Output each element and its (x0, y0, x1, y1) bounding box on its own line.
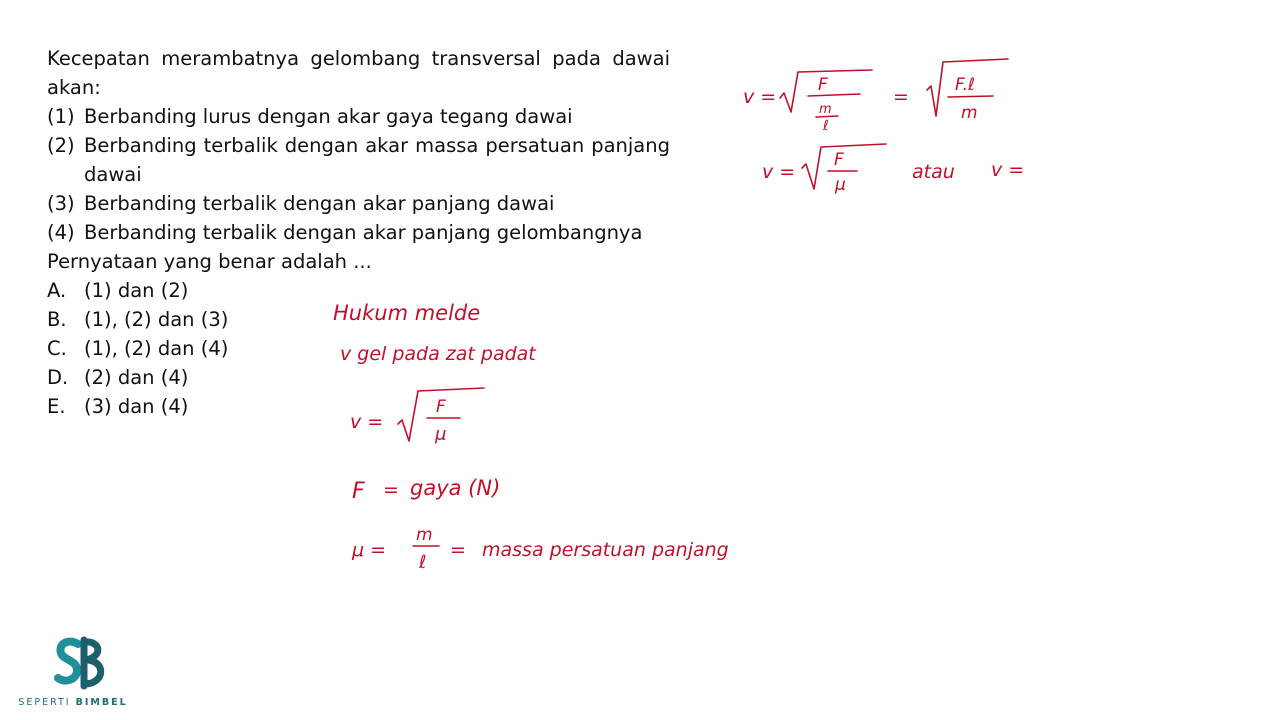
note-right-m2: m (961, 103, 978, 123)
option-letter: E. (47, 395, 66, 418)
note-right-atau: atau (912, 161, 955, 183)
note-formula-v: v = (350, 411, 384, 433)
note-fdef-eq: = (383, 479, 399, 501)
note-right-eq: = (893, 86, 909, 108)
note-formula-mu: μ (435, 424, 447, 445)
fraction-line-r1-inner (816, 116, 838, 117)
brand-logo (14, 636, 134, 714)
statement-text: Berbanding terbalik dengan akar panjang gelombangnya (84, 221, 643, 244)
note-fdef-rhs: gaya (N) (410, 476, 501, 500)
note-subtitle: v gel pada zat padat (340, 343, 536, 365)
option-letter: B. (47, 308, 67, 331)
question-prompt: Pernyataan yang benar adalah ... (47, 250, 372, 273)
statement-number: (4) (47, 221, 75, 244)
note-right-v3: v = (991, 159, 1025, 181)
statement-number: (3) (47, 192, 75, 215)
statement-number: (2) (47, 134, 75, 157)
note-title: Hukum melde (333, 301, 481, 325)
note-right-v1: v = (743, 86, 777, 108)
note-mu-m: m (416, 525, 433, 545)
statement-text: Berbanding terbalik dengan akar panjang dawai (84, 192, 555, 215)
option-text: (1), (2) dan (4) (84, 337, 229, 360)
fraction-line-r1 (808, 94, 860, 96)
statement-text: Berbanding terbalik dengan akar massa persatuan panjang dawai (84, 134, 670, 186)
sb-logo-icon (54, 636, 110, 690)
note-formula-F: F (436, 397, 446, 417)
note-right-F2: F (834, 150, 844, 170)
note-right-Fl: F.ℓ (955, 75, 976, 95)
option-text: (2) dan (4) (84, 366, 189, 389)
note-right-m1: m (819, 102, 832, 117)
statement-text: Berbanding lurus dengan akar gaya tegang dawai (84, 105, 573, 128)
option-text: (3) dan (4) (84, 395, 189, 418)
option-letter: A. (47, 279, 67, 302)
note-right-F1: F (818, 75, 828, 95)
option-letter: D. (47, 366, 69, 389)
note-right-v2: v = (762, 161, 796, 183)
fraction-line-r2 (948, 96, 993, 97)
option-text: (1) dan (2) (84, 279, 189, 302)
note-mu-rhs: massa persatuan panjang (482, 539, 729, 561)
note-right-l1: ℓ (823, 118, 829, 134)
note-mu-eq: = (450, 539, 466, 561)
brand-word-2: BIMBEL (75, 697, 128, 708)
option-text: (1), (2) dan (3) (84, 308, 229, 331)
question-stem: Kecepatan merambatnya gelombang transversal pada dawai akan: (47, 47, 670, 99)
brand-name (14, 697, 132, 708)
option-letter: C. (47, 337, 67, 360)
brand-word-1: SEPERTI (18, 697, 71, 708)
note-mu-lhs: μ = (352, 539, 387, 561)
statement-number: (1) (47, 105, 75, 128)
note-fdef-lhs: F (352, 479, 365, 504)
note-right-mu2: μ (835, 175, 846, 195)
note-mu-l: ℓ (419, 552, 427, 573)
